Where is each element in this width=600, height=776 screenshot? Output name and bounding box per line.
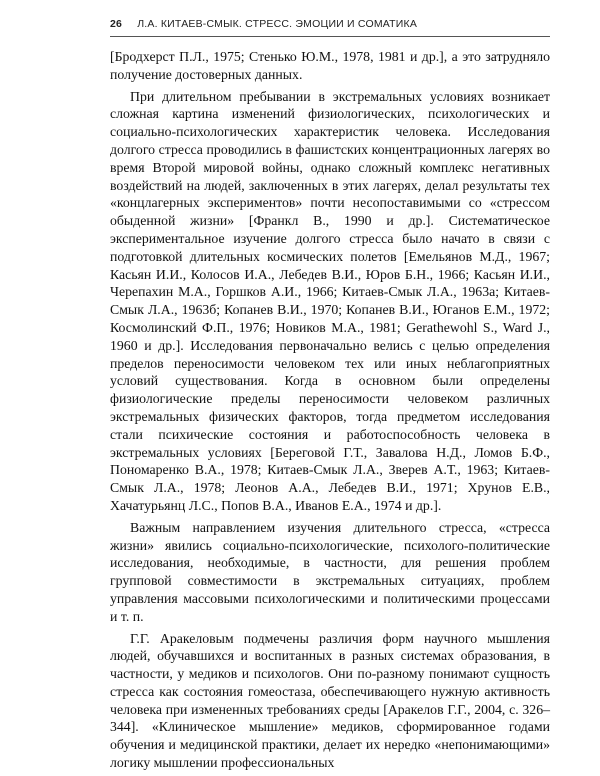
running-title: Л.А. КИТАЕВ-СМЫК. СТРЕСС. ЭМОЦИИ И СОМАТИКА — [137, 18, 418, 30]
body-text — [110, 48, 550, 776]
page-number: 26 — [110, 18, 123, 30]
paragraph: Г.Г. Аракеловым подмечены различия форм научного мышления людей, обучавшихся и воспитанных в разных системах образования, в частности, у медиков и психологов. Они по-разному понимают сущность стресса как состояния гомеостаза, обеспечивающего нужную активность человека при измененных требованиях среды [Аракелов Г.Г., 2004, с. 326–344]. «Клиническое мышление» медиков, сформированное годами обучения и медицинской практики, делает их нередко «непонимающими» логику мышлении профессиональных — [110, 630, 550, 771]
paragraph: [Бродхерст П.Л., 1975; Стенько Ю.М., 1978, 1981 и др.], а это затрудняло получение достоверных данных. — [110, 49, 550, 82]
running-header — [110, 18, 550, 37]
paragraph: Важным направлением изучения длительного стресса, «стресса жизни» явились социально-психологические, психолого-политические исследования, необходимые, в частности, для решения проблем групповой совместимости в экстремальных ситуациях, проблем управления массовыми психологическими и политическими процессами и т. п. — [110, 519, 550, 624]
paragraph: При длительном пребывании в экстремальных условиях возникает сложная картина изменений физиологических, психологических и социально-психологических характеристик человека. Исследования долгого стресса проводились в фашистских концентрационных лагерях во время Второй мировой войны, однако сложный комплекс негативных воздействий на людей, заключенных в этих лагерях, делал результаты тех «концлагерных экспериментов» почти несопоставимыми со «стрессом обыденной жизни» [Франкл В., 1990 и др.]. Систематическое экспериментальное изучение долгого стресса было начато в связи с подготовкой длительных космических полетов [Емельянов М.Д., 1967; Касьян И.И., Колосов И.А., Лебедев В.И., Юров Б.Н., 1966; Касьян И.И., Черепахин М.А., Горшков А.И., 1966; Китаев-Смык Л.А., 1963а; Китаев-Смык Л.А., 1963б; Копанев В.И., 1970; Копанев В.И., Юганов Е.М., 1972; Космолинский Ф.П., 1976; Новиков М.А., 1981; Gerathewohl S., Ward J., 1960 и др.]. Исследования первоначально велись с целью определения пределов переносимости человеком тех или иных неблагоприятных условий существования. Когда в основном были определены физиологические пределы переносимости человеком различных экстремальных физических факторов, тогда предметом исследования стали психические состояния и работоспособность человека в экстремальных условиях [Береговой Г.Т., Завалова Н.Д., Ломов Б.Ф., Пономаренко В.А., 1978; Китаев-Смык Л.А., Зверев А.Т., 1963; Китаев-Смык Л.А., 1978; Леонов А.А., Лебедев В.И., 1971; Хрунов Е.В., Хачатурьянц Л.С., Попов В.А., Иванов Е.А., 1974 и др.]. — [110, 88, 550, 513]
